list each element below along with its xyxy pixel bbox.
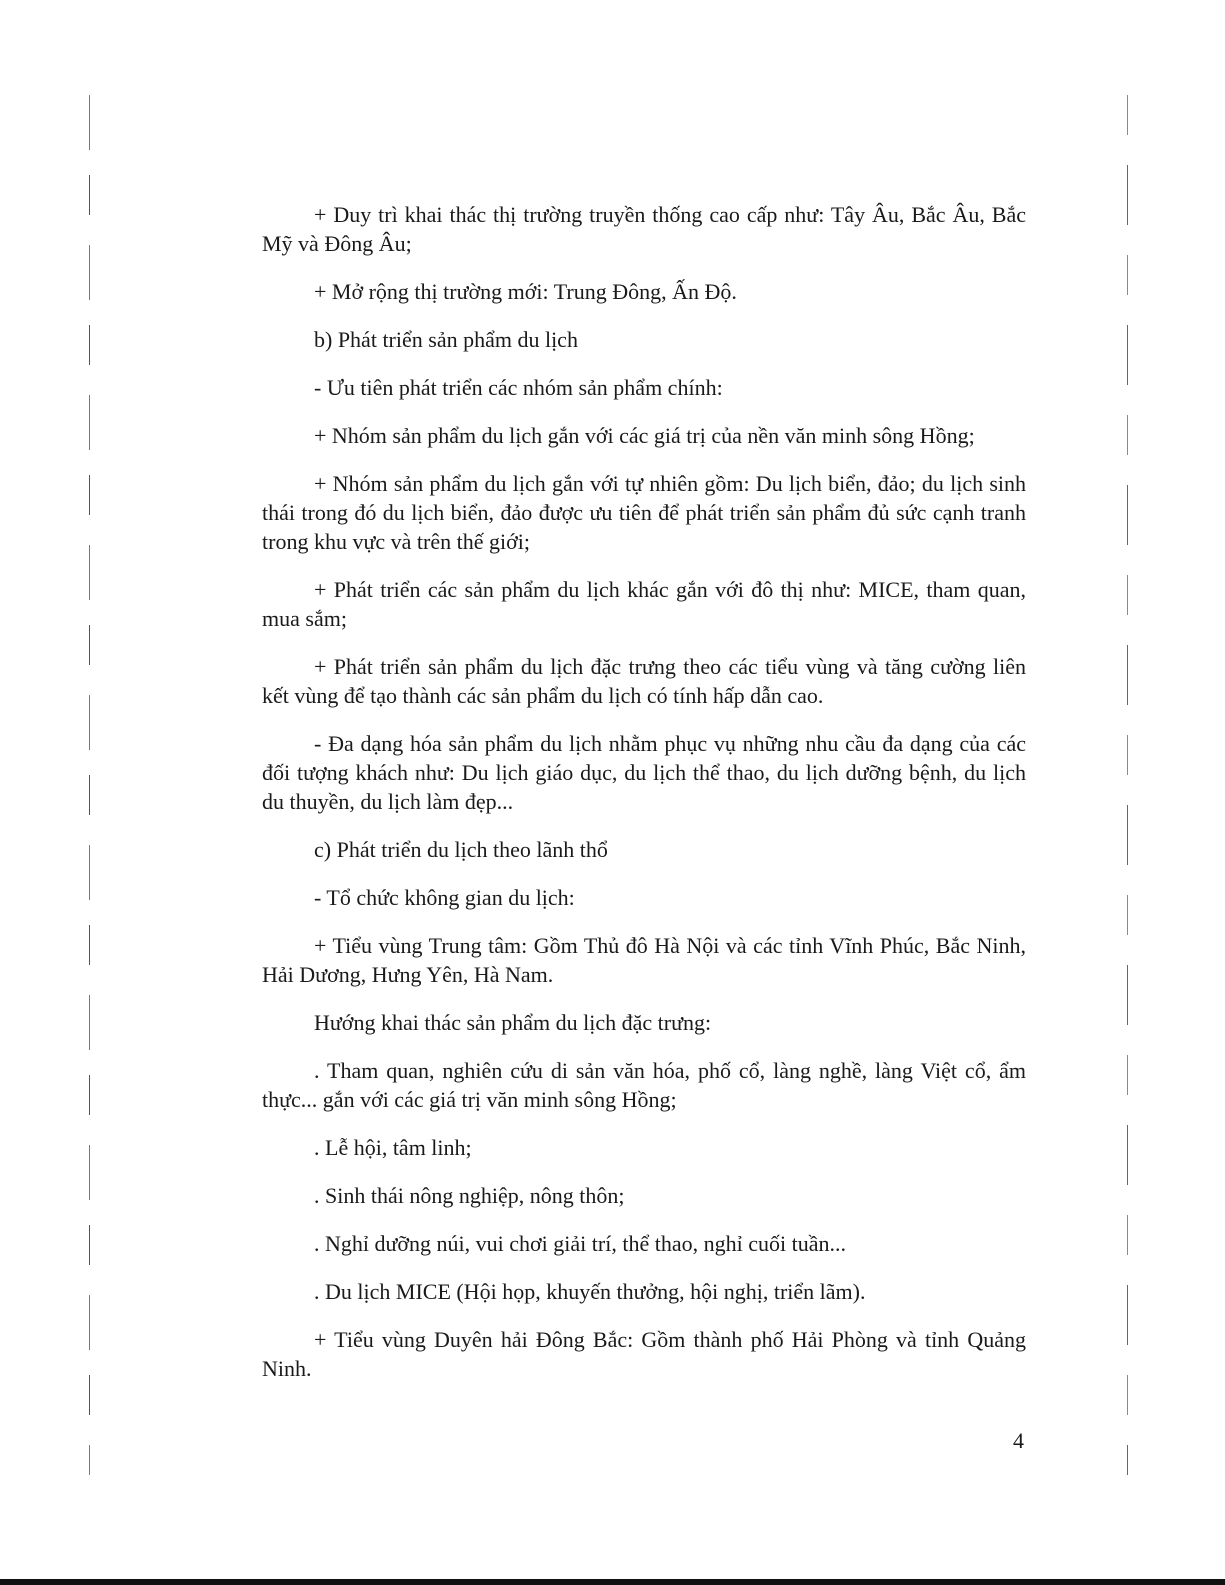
paragraph: + Nhóm sản phẩm du lịch gắn với các giá trị của nền văn minh sông Hồng;: [314, 423, 975, 448]
document-body: [262, 200, 1026, 1383]
page-number: 4: [1013, 1428, 1024, 1453]
paragraph: . Nghỉ dưỡng núi, vui chơi giải trí, thể thao, nghỉ cuối tuần...: [314, 1231, 846, 1256]
paragraph: + Phát triển các sản phẩm du lịch khác gắn với đô thị như: MICE, tham quan, mua sắm;: [262, 577, 1026, 631]
paragraph: - Đa dạng hóa sản phẩm du lịch nhằm phục vụ những nhu cầu đa dạng của các đối tượng khách như: Du lịch giáo dục, du lịch thể thao, du lịch dưỡng bệnh, du lịch du thuyền, du lịch làm đẹp...: [262, 731, 1026, 814]
section-heading: c) Phát triển du lịch theo lãnh thổ: [314, 837, 608, 862]
paragraph: + Phát triển sản phẩm du lịch đặc trưng theo các tiểu vùng và tăng cường liên kết vùng để tạo thành các sản phẩm du lịch có tính hấp dẫn cao.: [262, 654, 1026, 708]
paragraph: - Tổ chức không gian du lịch:: [314, 885, 575, 910]
paragraph: - Ưu tiên phát triển các nhóm sản phẩm chính:: [314, 375, 723, 400]
paragraph: . Sinh thái nông nghiệp, nông thôn;: [314, 1183, 625, 1208]
paragraph: . Tham quan, nghiên cứu di sản văn hóa, phố cổ, làng nghề, làng Việt cổ, ẩm thực... gắn với các giá trị văn minh sông Hồng;: [262, 1058, 1026, 1112]
paragraph: + Tiểu vùng Trung tâm: Gồm Thủ đô Hà Nội và các tỉnh Vĩnh Phúc, Bắc Ninh, Hải Dương, Hưng Yên, Hà Nam.: [262, 933, 1026, 987]
paragraph: + Duy trì khai thác thị trường truyền thống cao cấp như: Tây Âu, Bắc Âu, Bắc Mỹ và Đông Âu;: [262, 202, 1026, 256]
paragraph: + Tiểu vùng Duyên hải Đông Bắc: Gồm thành phố Hải Phòng và tỉnh Quảng Ninh.: [262, 1327, 1026, 1381]
section-heading: b) Phát triển sản phẩm du lịch: [314, 327, 578, 352]
scan-edge-left: [89, 95, 90, 1475]
paragraph: . Du lịch MICE (Hội họp, khuyến thưởng, hội nghị, triển lãm).: [314, 1279, 866, 1304]
paragraph: Hướng khai thác sản phẩm du lịch đặc trưng:: [314, 1010, 712, 1035]
paragraph: + Nhóm sản phẩm du lịch gắn với tự nhiên gồm: Du lịch biển, đảo; du lịch sinh thái trong đó du lịch biển, đảo được ưu tiên để phát triển sản phẩm đủ sức cạnh tranh trong khu vực và trên thế giới;: [262, 471, 1026, 554]
paragraph: + Mở rộng thị trường mới: Trung Đông, Ấn Độ.: [314, 279, 737, 304]
scan-bottom-edge: [0, 1579, 1225, 1585]
scan-edge-right: [1127, 95, 1128, 1475]
paragraph: . Lễ hội, tâm linh;: [314, 1135, 472, 1160]
